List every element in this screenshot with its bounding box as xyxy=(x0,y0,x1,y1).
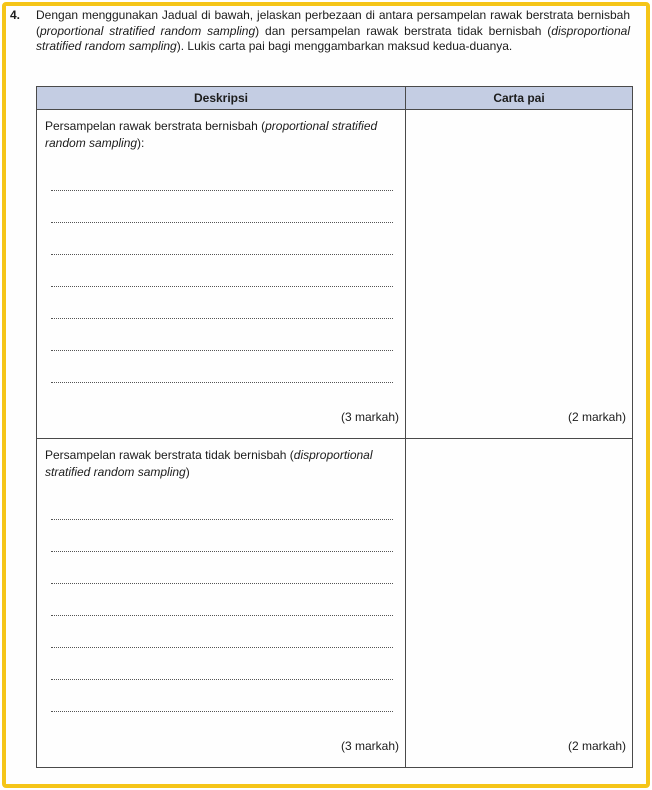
pie-chart-marks: (2 markah) xyxy=(567,410,626,424)
answer-line[interactable] xyxy=(51,615,393,616)
description-marks: (3 markah) xyxy=(340,739,399,753)
header-pie-chart: Carta pai xyxy=(406,87,633,110)
question-text-italic: disproportional stratified random sampling xyxy=(36,23,630,53)
question-text xyxy=(36,8,630,55)
answer-line[interactable] xyxy=(51,647,393,648)
description-cell-disproportional xyxy=(37,439,406,768)
question-text-part: ). Lukis carta pai bagi menggambarkan maksud kedua-duanya. xyxy=(176,39,513,53)
answer-table xyxy=(36,86,633,768)
answer-line[interactable] xyxy=(51,190,393,191)
row-heading-text: Persampelan rawak berstrata tidak bernisbah ( xyxy=(45,448,294,462)
description-cell-proportional xyxy=(37,110,406,439)
row-heading-italic: proportional stratified random sampling xyxy=(45,119,378,150)
answer-lines[interactable] xyxy=(51,190,393,414)
answer-line[interactable] xyxy=(51,551,393,552)
answer-line[interactable] xyxy=(51,222,393,223)
row-heading-end: ) xyxy=(185,465,190,479)
answer-line[interactable] xyxy=(51,583,393,584)
question-text-part: Dengan menggunakan Jadual di bawah, jelaskan perbezaan di antara persampelan rawak berstrata bernisbah ( xyxy=(36,8,630,38)
row-heading xyxy=(45,447,395,481)
table-row-disproportional xyxy=(37,439,633,768)
answer-line[interactable] xyxy=(51,254,393,255)
question-text-italic: proportional stratified random sampling xyxy=(40,23,256,38)
header-description: Deskripsi xyxy=(37,87,406,110)
pie-chart-cell-proportional[interactable] xyxy=(406,110,633,439)
answer-line[interactable] xyxy=(51,382,393,383)
answer-line[interactable] xyxy=(51,679,393,680)
table-row-proportional xyxy=(37,110,633,439)
pie-chart-cell-disproportional[interactable] xyxy=(406,439,633,768)
question-text-part: ) dan persampelan rawak berstrata tidak bernisbah ( xyxy=(255,23,552,38)
answer-line[interactable] xyxy=(51,711,393,712)
answer-line[interactable] xyxy=(51,519,393,520)
answer-line[interactable] xyxy=(51,350,393,351)
row-heading-text: Persampelan rawak berstrata bernisbah ( xyxy=(45,119,266,133)
table-header-row xyxy=(37,87,633,110)
question-block xyxy=(10,8,630,55)
row-heading-end: ): xyxy=(137,136,145,150)
row-heading xyxy=(45,118,395,152)
pie-chart-marks: (2 markah) xyxy=(567,739,626,753)
answer-line[interactable] xyxy=(51,318,393,319)
answer-lines[interactable] xyxy=(51,519,393,743)
description-marks: (3 markah) xyxy=(340,410,399,424)
question-number: 4. xyxy=(10,8,21,22)
row-heading-italic: disproportional stratified random sampling xyxy=(45,448,373,479)
answer-line[interactable] xyxy=(51,286,393,287)
